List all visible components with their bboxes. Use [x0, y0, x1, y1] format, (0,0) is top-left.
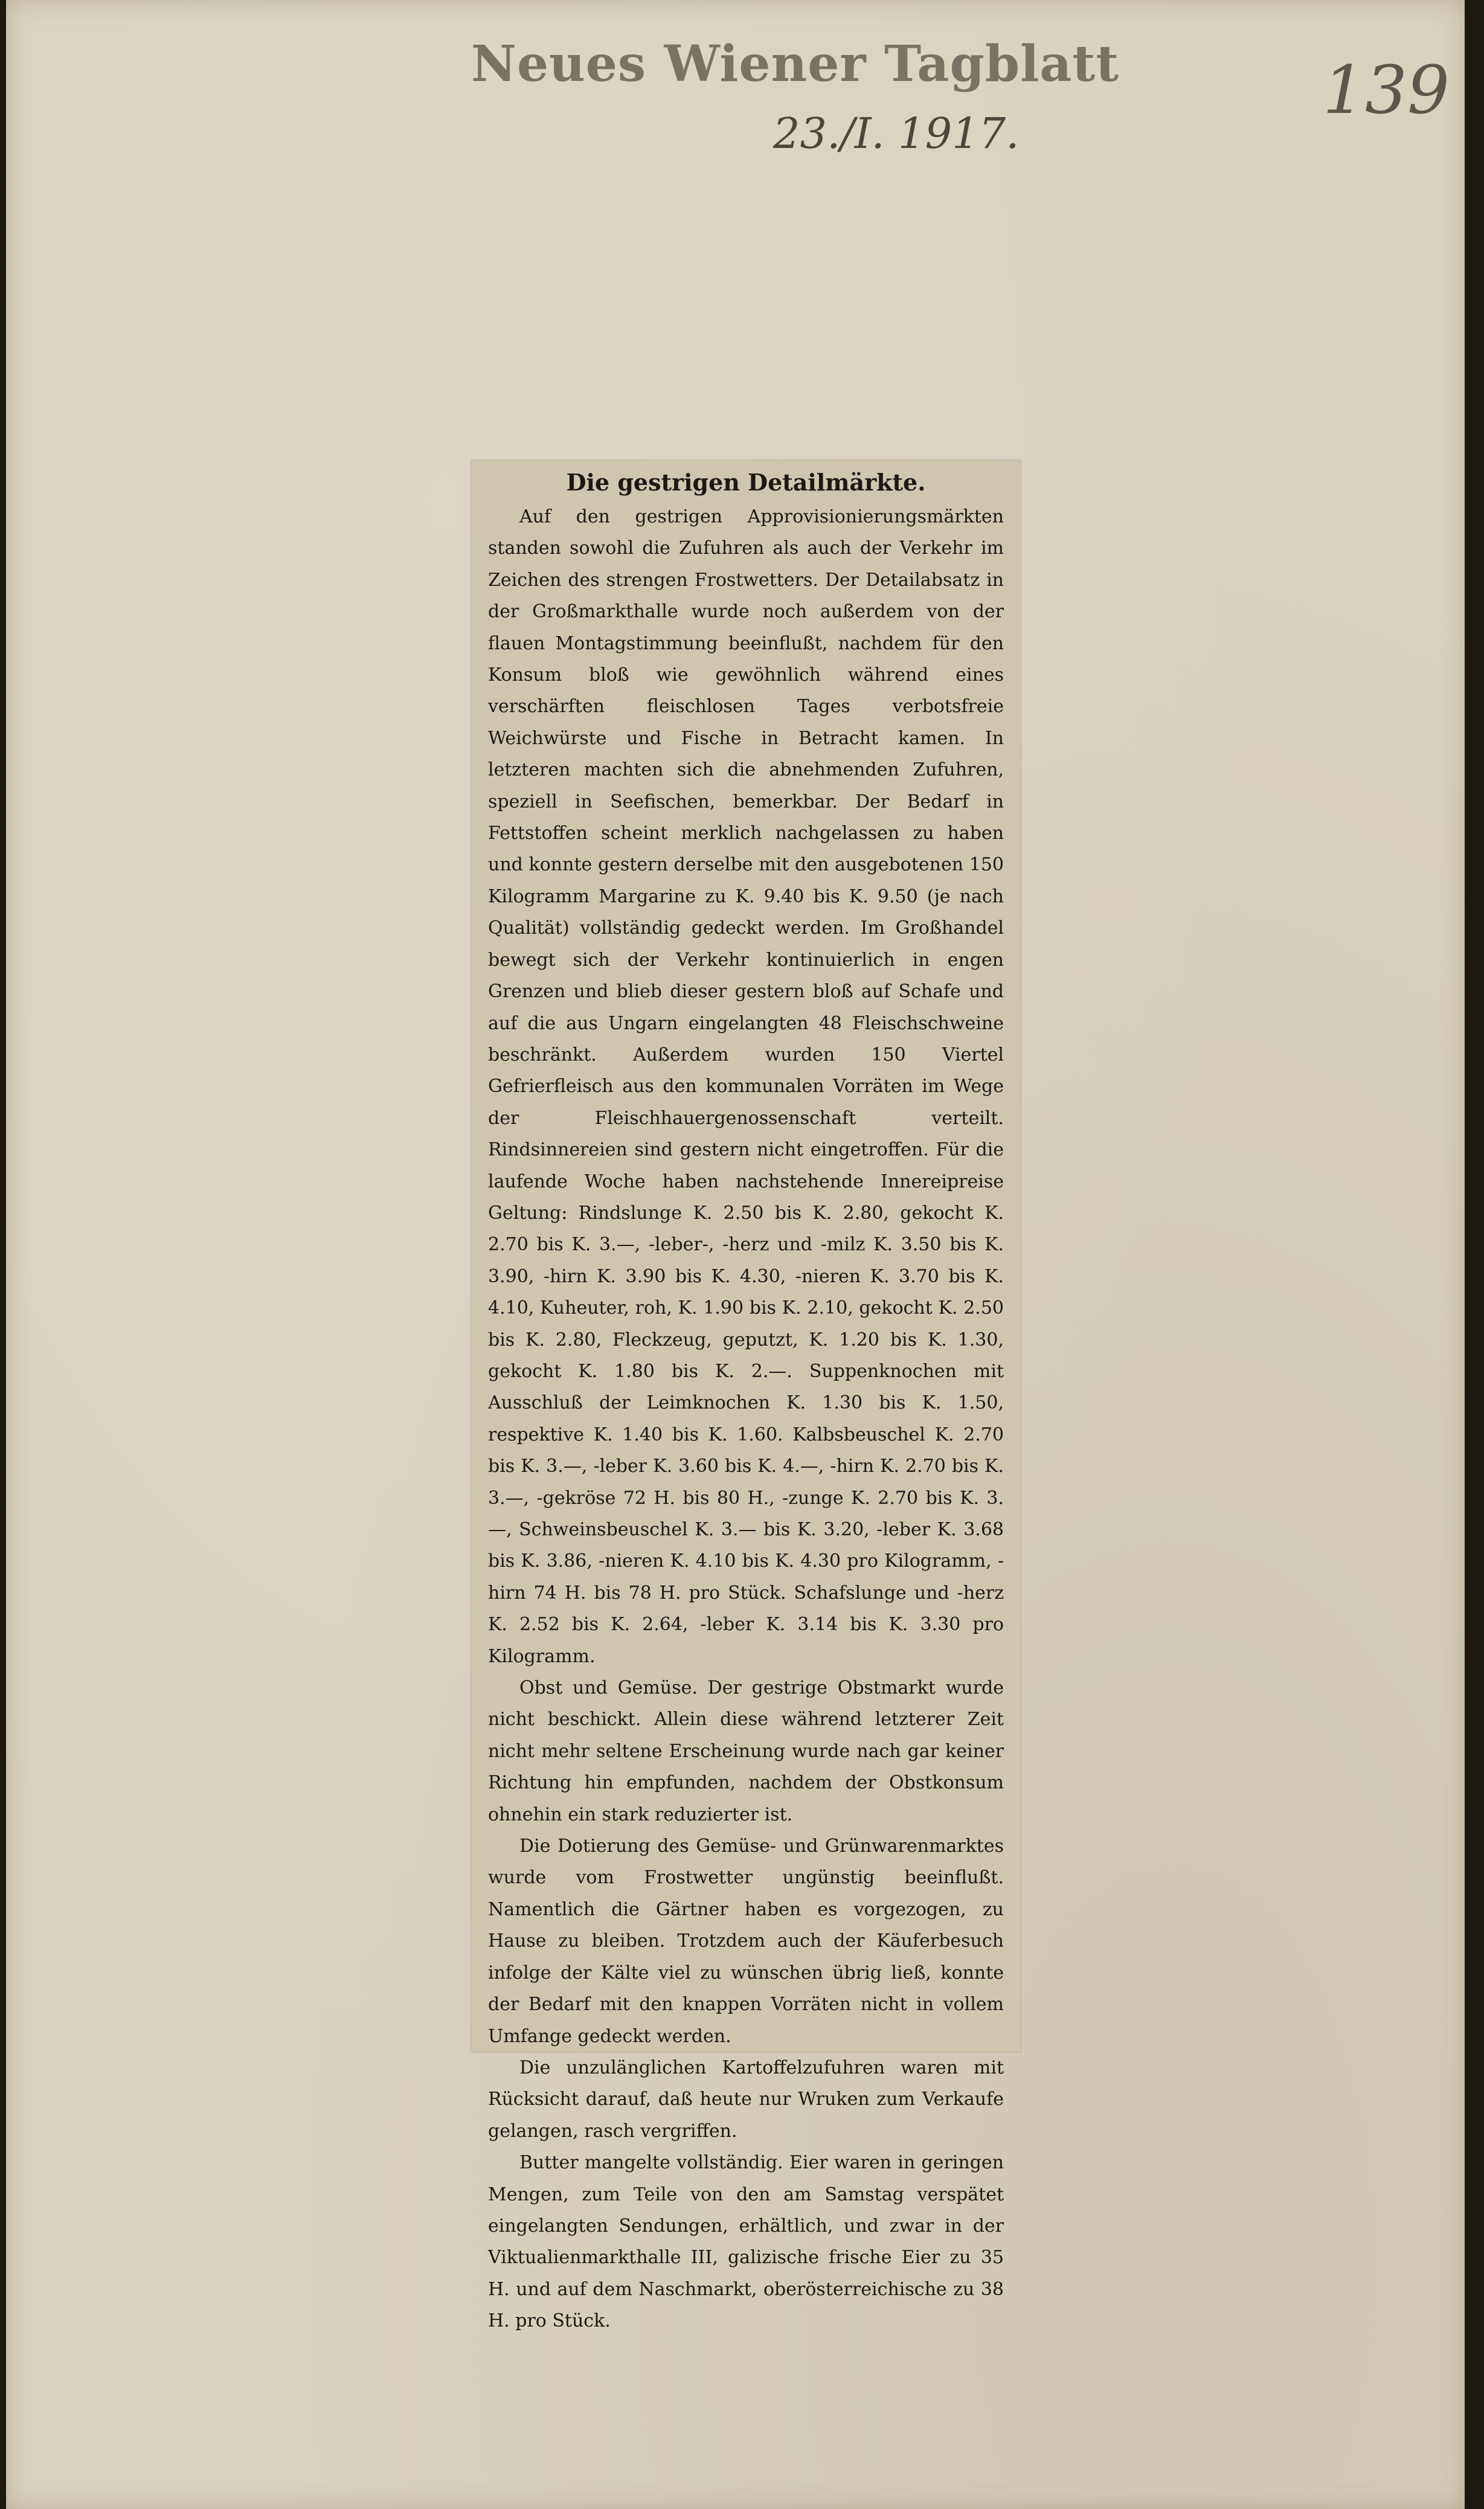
article-headline: Die gestrigen Detailmärkte.: [566, 469, 926, 496]
article-paragraph-butter-eggs: Butter mangelte vollständig. Eier waren in geringen Mengen, zum Teile von den am Samstag verspätet eingelangten Sendungen, erhältlich, und zwar in der Viktualienmarkthalle III, galizische frische Eier zu 35 H. und auf dem Naschmarkt, oberösterreichische zu 38 H. pro Stück.: [488, 2152, 1004, 2332]
newspaper-clipping: [471, 460, 1021, 2332]
archive-sheet: [6, 0, 1465, 2509]
article-paragraph-market-report: Auf den gestrigen Approvisionierungsmärkten standen sowohl die Zufuhren als auch der Verkehr im Zeichen des strengen Frostwetters. Der Detailabsatz in der Großmarkthalle wurde noch außerdem von der flauen Montagstimmung beeinflußt, nachdem für den Konsum bloß wie gewöhnlich während eines verschärften fleischlosen Tages verbotsfreie Weichwürste und Fische in Betracht kamen. In letzteren machten sich die abnehmenden Zufuhren, speziell in Seefischen, bemerkbar. Der Bedarf in Fettstoffen scheint merklich nachgelassen zu haben und konnte gestern derselbe mit den ausgebotenen 150 Kilogramm Margarine zu K. 9.40 bis K. 9.50 (je nach Qualität) vollständig gedeckt werden. Im Großhandel bewegt sich der Verkehr kontinuierlich in engen Grenzen und blieb dieser gestern bloß auf Schafe und auf die aus Ungarn eingelangten 48 Fleischschweine beschränkt. Außerdem wurden 150 Viertel Gefrierfleisch aus den kommunalen Vorräten im Wege der Fleischhauergenossenschaft verteilt. Rindsinnereien sind gestern nicht eingetroffen. Für die laufende Woche haben nachstehende Innereipreise Geltung: Rindslunge K. 2.50 bis K. 2.80, gekocht K. 2.70 bis K. 3.—, -leber-, -herz und -milz K. 3.50 bis K. 3.90, -hirn K. 3.90 bis K. 4.30, -nieren K. 3.70 bis K. 4.10, Kuheuter, roh, K. 1.90 bis K. 2.10, gekocht K. 2.50 bis K. 2.80, Fleckzeug, geputzt, K. 1.20 bis K. 1.30, gekocht K. 1.80 bis K. 2.—. Suppenknochen mit Ausschluß der Leimknochen K. 1.30 bis K. 1.50, respektive K. 1.40 bis K. 1.60. Kalbsbeuschel K. 2.70 bis K. 3.—, -leber K. 3.60 bis K. 4.—, -hirn K. 2.70 bis K. 3.—, -gekröse 72 H. bis 80 H., -zunge K. 2.70 bis K. 3.—, Schweinsbeuschel K. 3.— bis K. 3.20, -leber K. 3.68 bis K. 3.86, -nieren K. 4.10 bis K. 4.30 pro Kilogramm, -hirn 74 H. bis 78 H. pro Stück. Schafslunge und -herz K. 2.52 bis K. 2.64, -leber K. 3.14 bis K. 3.30 pro Kilogramm.: [488, 506, 1004, 1667]
article-paragraph-fruit-vegetables: Obst und Gemüse. Der gestrige Obstmarkt wurde nicht beschickt. Allein diese während letzterer Zeit nicht mehr seltene Erscheinung wurde nach gar keiner Richtung hin empfunden, nachdem der Obstkonsum ohnehin ein stark reduzierter ist.: [488, 1677, 1004, 1825]
handwritten-date: 23./I. 1917.: [773, 109, 1020, 158]
article-paragraph-greens-market: Die Dotierung des Gemüse- und Grünwarenmarktes wurde vom Frostwetter ungünstig beeinflußt. Namentlich die Gärtner haben es vorgezogen, zu Hause zu bleiben. Trotzdem auch der Käuferbesuch infolge der Kälte viel zu wünschen übrig ließ, konnte der Bedarf mit den knappen Vorräten nicht in vollem Umfange gedeckt werden.: [488, 1836, 1004, 2047]
newspaper-masthead-stamp: Neues Wiener Tagblatt: [471, 35, 1120, 93]
article-paragraph-potatoes: Die unzulänglichen Kartoffelzufuhren waren mit Rücksicht darauf, daß heute nur Wruken zum Verkaufe gelangen, rasch vergriffen.: [488, 2057, 1004, 2142]
handwritten-folio-number: 139: [1323, 51, 1450, 129]
